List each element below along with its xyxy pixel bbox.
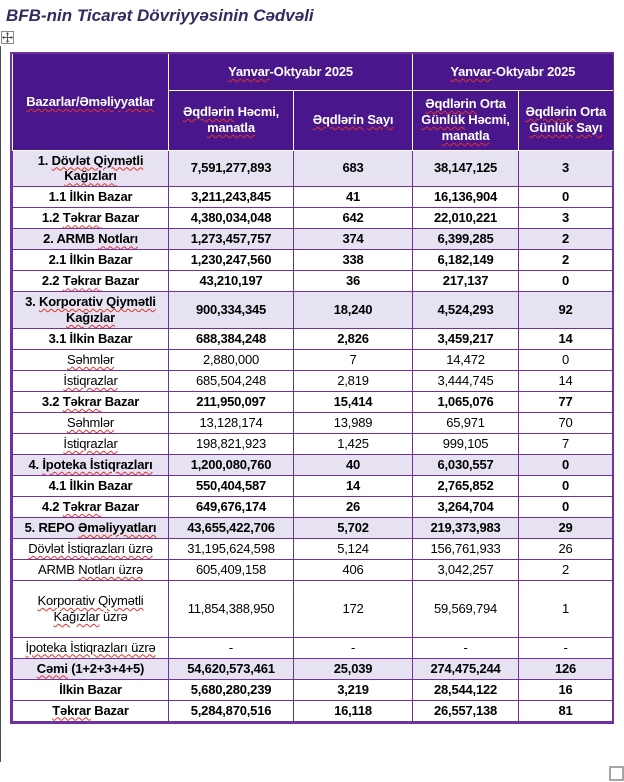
- value-cell[interactable]: 6,399,285: [413, 229, 519, 250]
- value-cell[interactable]: -: [413, 637, 519, 658]
- row-label-cell[interactable]: [13, 679, 169, 700]
- text-segment: 5. REPO: [24, 520, 78, 535]
- misspelled-text-segment: manatla: [207, 120, 255, 135]
- misspelled-text-segment: Əqdlərin: [182, 104, 235, 120]
- row-label-cell[interactable]: [13, 391, 169, 412]
- value-cell[interactable]: 550,404,587: [169, 475, 294, 496]
- value-cell[interactable]: 28,544,122: [413, 679, 519, 700]
- text-segment: üzrə: [99, 608, 128, 624]
- value-cell[interactable]: 70: [519, 412, 613, 433]
- value-cell[interactable]: 15,414: [294, 391, 413, 412]
- value-cell[interactable]: 92: [519, 292, 613, 329]
- value-cell[interactable]: 688,384,248: [169, 328, 294, 349]
- value-cell[interactable]: 3,459,217: [413, 328, 519, 349]
- value-cell[interactable]: 219,373,983: [413, 517, 519, 538]
- value-cell[interactable]: 4,380,034,048: [169, 208, 294, 229]
- text-segment: 2.2: [41, 273, 63, 289]
- misspelled-text-segment: Korporativ Qiymətli Kağızlar: [39, 294, 156, 326]
- misspelled-text-segment: Təkrar: [52, 702, 91, 718]
- table-row: [13, 700, 613, 721]
- value-cell[interactable]: 14: [519, 370, 613, 391]
- misspelled-text-segment: Əməliyyatları: [77, 520, 157, 535]
- misspelled-text-segment: Yanvar: [450, 63, 492, 79]
- value-cell[interactable]: 77: [519, 391, 613, 412]
- row-label-cell[interactable]: [13, 559, 169, 580]
- value-cell[interactable]: 16: [519, 679, 613, 700]
- text-segment: Orta: [476, 96, 506, 112]
- group-header-period-1[interactable]: [169, 54, 413, 90]
- value-cell[interactable]: 36: [294, 271, 413, 292]
- value-cell[interactable]: 1,200,080,760: [169, 454, 294, 475]
- value-cell[interactable]: 3: [519, 150, 613, 187]
- table-row: [13, 349, 613, 370]
- value-cell[interactable]: -: [519, 637, 613, 658]
- value-cell[interactable]: 26: [519, 538, 613, 559]
- value-cell[interactable]: 65,971: [413, 412, 519, 433]
- table-row: [13, 517, 613, 538]
- value-cell[interactable]: 2: [519, 229, 613, 250]
- table-row: [13, 475, 613, 496]
- text-segment: 1.1 İlkin Bazar: [48, 189, 133, 205]
- table-row: [13, 412, 613, 433]
- page-edge-line: [0, 46, 1, 762]
- table-header: [13, 54, 613, 150]
- misspelled-text-segment: Dövlət Qiymətli Kağızları: [51, 152, 144, 184]
- value-cell[interactable]: 172: [294, 580, 413, 637]
- text-segment: -Oktyabr 2025: [269, 63, 353, 79]
- text-segment: 2. ARMB: [43, 231, 99, 247]
- value-cell[interactable]: 649,676,174: [169, 496, 294, 517]
- row-label-cell[interactable]: [13, 637, 169, 658]
- value-cell[interactable]: 13,989: [294, 412, 413, 433]
- row-label-cell[interactable]: [13, 517, 169, 538]
- value-cell[interactable]: 374: [294, 229, 413, 250]
- table-row: [13, 538, 613, 559]
- value-cell[interactable]: 999,105: [413, 433, 519, 454]
- value-cell[interactable]: 14: [519, 328, 613, 349]
- value-cell[interactable]: 7: [519, 433, 613, 454]
- text-segment: 4.1 İlkin Bazar: [48, 478, 133, 493]
- text-segment: 3.: [25, 294, 39, 310]
- value-cell[interactable]: 338: [294, 250, 413, 271]
- trade-turnover-table: [12, 54, 613, 722]
- table-row: [13, 250, 613, 271]
- misspelled-text-segment: Korporativ Qiymətli Kağızlar: [37, 592, 144, 624]
- value-cell[interactable]: 5,680,280,239: [169, 679, 294, 700]
- value-cell[interactable]: 0: [519, 349, 613, 370]
- text-segment: 1.: [37, 152, 52, 168]
- misspelled-text-segment: Günlük: [421, 112, 465, 128]
- value-cell[interactable]: 211,950,097: [169, 391, 294, 412]
- value-cell[interactable]: 59,569,794: [413, 580, 519, 637]
- value-cell[interactable]: 5,124: [294, 538, 413, 559]
- text-segment: İlkin Bazar: [59, 681, 122, 697]
- value-cell[interactable]: 900,334,345: [169, 292, 294, 329]
- value-cell[interactable]: 2,826: [294, 328, 413, 349]
- row-label-cell[interactable]: [13, 250, 169, 271]
- table-row: [13, 658, 613, 679]
- group-header-row: [13, 54, 613, 90]
- value-cell[interactable]: 54,620,573,461: [169, 658, 294, 679]
- column-header-count[interactable]: [294, 90, 413, 150]
- value-cell[interactable]: 7,591,277,893: [169, 150, 294, 187]
- text-segment: (1+2+3+4+5): [67, 660, 145, 676]
- value-cell[interactable]: 3,042,257: [413, 559, 519, 580]
- row-label-cell[interactable]: [13, 454, 169, 475]
- text-segment: 4.: [28, 457, 43, 472]
- value-cell[interactable]: 2,880,000: [169, 349, 294, 370]
- misspelled-text-segment: Günlük: [529, 120, 573, 135]
- value-cell[interactable]: 14: [294, 475, 413, 496]
- text-segment: 3.2: [41, 394, 63, 409]
- table-row: [13, 187, 613, 208]
- text-segment: Həcmi,: [464, 112, 510, 128]
- text-segment: 3.1 İlkin Bazar: [48, 331, 133, 346]
- row-label-cell[interactable]: [13, 271, 169, 292]
- value-cell[interactable]: 2: [519, 250, 613, 271]
- table-row: [13, 433, 613, 454]
- text-segment: 1.2: [41, 210, 63, 226]
- misspelled-text-segment: Əqdlərin: [525, 104, 577, 120]
- value-cell[interactable]: 11,854,388,950: [169, 580, 294, 637]
- value-cell[interactable]: 4,524,293: [413, 292, 519, 329]
- misspelled-text-segment: Notları: [98, 231, 138, 247]
- value-cell[interactable]: 217,137: [413, 271, 519, 292]
- table-row: [13, 292, 613, 329]
- table-row: [13, 559, 613, 580]
- table-row: [13, 229, 613, 250]
- table-row: [13, 328, 613, 349]
- row-label-cell[interactable]: [13, 700, 169, 721]
- value-cell[interactable]: 0: [519, 187, 613, 208]
- group-header-period-2[interactable]: [413, 54, 613, 90]
- misspelled-text-segment: Təkrar: [62, 499, 102, 514]
- value-cell[interactable]: 198,821,923: [169, 433, 294, 454]
- value-cell[interactable]: 31,195,624,598: [169, 538, 294, 559]
- value-cell[interactable]: 26: [294, 496, 413, 517]
- value-cell[interactable]: 43,210,197: [169, 271, 294, 292]
- value-cell[interactable]: 5,702: [294, 517, 413, 538]
- value-cell[interactable]: 274,475,244: [413, 658, 519, 679]
- misspelled-text-segment: İstiqrazlar: [63, 436, 118, 451]
- value-cell[interactable]: 43,655,422,706: [169, 517, 294, 538]
- value-cell[interactable]: 22,010,221: [413, 208, 519, 229]
- value-cell[interactable]: 156,761,933: [413, 538, 519, 559]
- text-segment: Bazar: [101, 394, 140, 409]
- value-cell[interactable]: 2: [519, 559, 613, 580]
- value-cell[interactable]: 2,819: [294, 370, 413, 391]
- row-label-cell[interactable]: [13, 187, 169, 208]
- value-cell[interactable]: 14,472: [413, 349, 519, 370]
- value-cell[interactable]: 25,039: [294, 658, 413, 679]
- value-cell[interactable]: 0: [519, 454, 613, 475]
- row-label-cell[interactable]: [13, 150, 169, 187]
- misspelled-text-segment: Notları üzrə: [78, 562, 143, 577]
- table-row: [13, 271, 613, 292]
- four-way-arrow-icon: [2, 32, 13, 43]
- page-title: BFB-nin Ticarət Dövriyyəsinin Cədvəli: [6, 6, 314, 25]
- value-cell[interactable]: 3: [519, 208, 613, 229]
- table-row: [13, 370, 613, 391]
- value-cell[interactable]: 5,284,870,516: [169, 700, 294, 721]
- value-cell[interactable]: 6,182,149: [413, 250, 519, 271]
- table-row: [13, 391, 613, 412]
- row-label-cell[interactable]: [13, 412, 169, 433]
- value-cell[interactable]: 7: [294, 349, 413, 370]
- value-cell[interactable]: 18,240: [294, 292, 413, 329]
- table-row: [13, 679, 613, 700]
- value-cell[interactable]: 605,409,158: [169, 559, 294, 580]
- text-segment: 2.1 İlkin Bazar: [48, 252, 133, 268]
- value-cell[interactable]: 38,147,125: [413, 150, 519, 187]
- value-cell[interactable]: 13,128,174: [169, 412, 294, 433]
- row-label-cell[interactable]: [13, 538, 169, 559]
- text-segment: Bazar: [101, 499, 140, 514]
- text-segment: -Oktyabr 2025: [491, 63, 576, 79]
- row-label-cell[interactable]: [13, 349, 169, 370]
- value-cell[interactable]: 642: [294, 208, 413, 229]
- misspelled-text-segment: Təkrar: [62, 210, 102, 226]
- row-label-cell[interactable]: [13, 208, 169, 229]
- misspelled-text-segment: Cəmi: [36, 660, 68, 676]
- row-label-cell[interactable]: [13, 292, 169, 329]
- table-row: [13, 454, 613, 475]
- value-cell[interactable]: 1,273,457,757: [169, 229, 294, 250]
- trade-turnover-table-wrap: [10, 52, 614, 724]
- row-label-cell[interactable]: [13, 229, 169, 250]
- table-row: [13, 637, 613, 658]
- misspelled-text-segment: Təkrar: [62, 273, 102, 289]
- table-row: [13, 150, 613, 187]
- misspelled-text-segment: Bazarlar/Əməliyyatlar: [26, 93, 155, 109]
- value-cell[interactable]: 40: [294, 454, 413, 475]
- table-move-handle-icon[interactable]: [1, 31, 14, 44]
- value-cell[interactable]: -: [169, 637, 294, 658]
- text-segment: Bazar: [101, 210, 140, 226]
- misspelled-text-segment: İstiqrazlar: [63, 373, 118, 388]
- misspelled-text-segment: Sayı: [367, 112, 394, 128]
- table-row: [13, 208, 613, 229]
- text-segment: Bazar: [101, 273, 140, 289]
- misspelled-text-segment: Təkrar: [62, 394, 102, 409]
- value-cell[interactable]: 26,557,138: [413, 700, 519, 721]
- text-segment: ARMB: [38, 562, 79, 577]
- text-segment: Həcmi,: [234, 104, 280, 120]
- value-cell[interactable]: 683: [294, 150, 413, 187]
- value-cell[interactable]: 2,765,852: [413, 475, 519, 496]
- row-label-cell[interactable]: [13, 433, 169, 454]
- table-resize-handle[interactable]: [609, 766, 624, 781]
- value-cell[interactable]: 0: [519, 475, 613, 496]
- text-segment: Bazar: [90, 702, 129, 718]
- row-label-cell[interactable]: [13, 580, 169, 637]
- column-header-avg-daily-volume[interactable]: [413, 90, 519, 150]
- value-cell[interactable]: 1,230,247,560: [169, 250, 294, 271]
- misspelled-text-segment: Əqdlərin: [425, 96, 477, 112]
- misspelled-text-segment: Səhmlər: [66, 415, 114, 430]
- column-header-volume[interactable]: [169, 90, 294, 150]
- row-label-cell[interactable]: [13, 658, 169, 679]
- value-cell[interactable]: 6,030,557: [413, 454, 519, 475]
- value-cell[interactable]: 81: [519, 700, 613, 721]
- misspelled-text-segment: Dövlət İstiqrazları üzrə: [28, 541, 153, 556]
- value-cell[interactable]: 41: [294, 187, 413, 208]
- misspelled-text-segment: Səhmlər: [66, 352, 114, 367]
- row-label-cell[interactable]: [13, 328, 169, 349]
- value-cell[interactable]: 1,065,076: [413, 391, 519, 412]
- table-body: [13, 150, 613, 721]
- value-cell[interactable]: 1: [519, 580, 613, 637]
- row-label-cell[interactable]: [13, 370, 169, 391]
- misspelled-text-segment: Əqdlərin: [312, 112, 364, 128]
- corner-header-cell[interactable]: [13, 54, 169, 150]
- misspelled-text-segment: İpoteka İstiqrazları üzrə: [25, 639, 156, 655]
- misspelled-text-segment: İpoteka İstiqrazları: [42, 457, 153, 472]
- row-label-cell[interactable]: [13, 496, 169, 517]
- table-row: [13, 496, 613, 517]
- value-cell[interactable]: 16,136,904: [413, 187, 519, 208]
- value-cell[interactable]: 3,211,243,845: [169, 187, 294, 208]
- value-cell[interactable]: 126: [519, 658, 613, 679]
- misspelled-text-segment: manatla: [441, 127, 490, 143]
- misspelled-text-segment: Yanvar: [228, 63, 270, 79]
- value-cell[interactable]: 685,504,248: [169, 370, 294, 391]
- text-segment: 4.2: [41, 499, 63, 514]
- value-cell[interactable]: 0: [519, 496, 613, 517]
- row-label-cell[interactable]: [13, 475, 169, 496]
- value-cell[interactable]: 29: [519, 517, 613, 538]
- value-cell[interactable]: 16,118: [294, 700, 413, 721]
- value-cell[interactable]: 3,219: [294, 679, 413, 700]
- value-cell[interactable]: 0: [519, 271, 613, 292]
- value-cell[interactable]: 406: [294, 559, 413, 580]
- table-row: [13, 580, 613, 637]
- misspelled-text-segment: Sayı: [576, 120, 603, 135]
- value-cell[interactable]: -: [294, 637, 413, 658]
- value-cell[interactable]: 1,425: [294, 433, 413, 454]
- value-cell[interactable]: 3,264,704: [413, 496, 519, 517]
- column-header-avg-daily-count[interactable]: [519, 90, 613, 150]
- value-cell[interactable]: 3,444,745: [413, 370, 519, 391]
- text-segment: Orta: [576, 104, 607, 120]
